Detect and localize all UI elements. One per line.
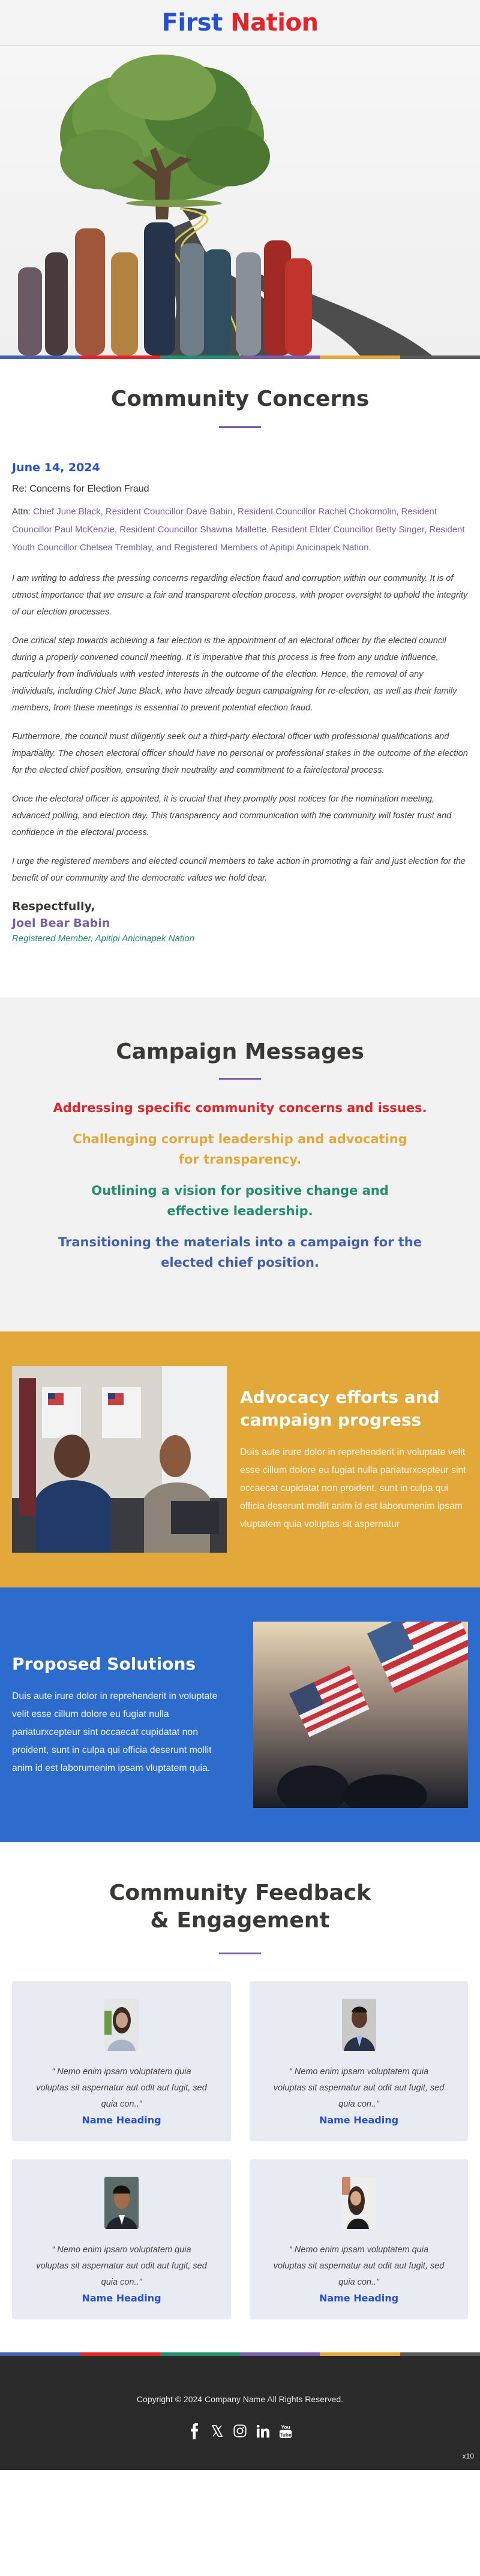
campaign-message: Outlining a vision for positive change and effective leadership. bbox=[91, 1183, 389, 1218]
advocacy-title: Advocacy efforts and campaign progress bbox=[240, 1387, 440, 1430]
youtube-icon[interactable] bbox=[279, 2422, 292, 2440]
campaign-message: Transitioning the materials into a campaign for the elected chief position. bbox=[58, 1235, 422, 1270]
facebook-icon[interactable] bbox=[188, 2422, 201, 2440]
title-underline bbox=[219, 1078, 261, 1080]
letter-body bbox=[12, 570, 468, 887]
community-concerns-section bbox=[0, 359, 480, 998]
signer-name: Joel Bear Babin bbox=[12, 917, 110, 930]
x-twitter-icon[interactable] bbox=[211, 2422, 224, 2440]
title-underline bbox=[219, 1953, 261, 1954]
testimonial-card bbox=[12, 2159, 231, 2319]
testimonial-quote: “ Nemo enim ipsam voluptatem quia voluptas sit aspernatur aut odit aut fugit, sed quia con..” bbox=[36, 2067, 207, 2109]
solutions-text bbox=[12, 1653, 232, 1777]
avatar bbox=[342, 1999, 376, 2051]
tree-road-fists-illustration bbox=[0, 46, 480, 355]
letter-paragraph: I am writing to address the pressing concerns regarding election fraud and corruption within our community. It is of utmost importance that we ensure a fair and transparent election process, with proper oversight to uphold the integrity of our election processes. bbox=[12, 574, 468, 617]
campaign-messages-section bbox=[0, 998, 480, 1331]
corner-label: x10 bbox=[462, 2452, 474, 2460]
tree-icon bbox=[60, 55, 270, 219]
testimonial-quote: “ Nemo enim ipsam voluptatem quia voluptas sit aspernatur aut odit aut fugit, sed quia con..” bbox=[273, 2067, 445, 2109]
avatar bbox=[342, 2177, 376, 2229]
testimonial-quote: “ Nemo enim ipsam voluptatem quia voluptas sit aspernatur aut odit aut fugit, sed quia con..” bbox=[36, 2245, 207, 2287]
section-title: Campaign Messages bbox=[116, 1040, 364, 1064]
section-title: Community Concerns bbox=[110, 387, 370, 411]
brand-first: First bbox=[161, 8, 223, 37]
letter-recipients bbox=[12, 503, 468, 557]
brand-nation: Nation bbox=[230, 8, 319, 37]
brand-logo[interactable] bbox=[162, 9, 319, 37]
svg-text:You: You bbox=[281, 2424, 290, 2430]
instagram-icon[interactable] bbox=[233, 2422, 247, 2440]
section-title: Community Feedback & Engagement bbox=[109, 1881, 371, 1933]
advocacy-text bbox=[240, 1386, 468, 1533]
title-underline bbox=[219, 426, 261, 428]
closing: Respectfully, bbox=[12, 900, 95, 913]
testimonial-grid bbox=[12, 1981, 468, 2319]
avatar bbox=[104, 1999, 139, 2051]
letter-subject: Re: Concerns for Election Fraud bbox=[12, 484, 149, 494]
testimonial-card bbox=[250, 1981, 468, 2141]
solutions-title: Proposed Solutions bbox=[12, 1653, 196, 1674]
attn-names: Chief June Black, Resident Councillor Dave Babin, Resident Councillor Rachel Chokomolin, Resident Councillor Paul McKenzie, Resident Councillor Shawna Mallette, Resident Elder Councillor Betty Singer, Resident Youth Councillor Chelsea Tremblay, and Registered Members of Apitipi Anicinapek Nation. bbox=[12, 507, 465, 553]
testimonial-name: Name Heading bbox=[319, 2292, 399, 2304]
crowd-flags-image bbox=[253, 1622, 468, 1808]
campaign-message: Challenging corrupt leadership and advocating for transparency. bbox=[73, 1132, 407, 1167]
letter-date: June 14, 2024 bbox=[12, 461, 100, 474]
attn-label: Attn: bbox=[12, 507, 31, 517]
campaign-messages-list bbox=[12, 1098, 468, 1273]
copyright-text: Copyright © 2024 Company Name All Rights Reserved. bbox=[136, 2394, 344, 2404]
svg-text:Tube: Tube bbox=[280, 2432, 292, 2438]
testimonial-name: Name Heading bbox=[82, 2292, 161, 2304]
testimonial-name: Name Heading bbox=[319, 2114, 399, 2126]
proposed-solutions-section bbox=[0, 1587, 480, 1842]
advocacy-section bbox=[0, 1331, 480, 1587]
letter-paragraph: I urge the registered members and elected council members to take action in promoting a fair and just election for the benefit of our community and the democratic values we hold dear. bbox=[12, 857, 466, 883]
letter-paragraph: Once the electoral officer is appointed, it is crucial that they promptly post notices for the nomination meeting, advanced polling, and election day. This transparency and communication with the community will foster trust and confidence in the electoral process. bbox=[12, 794, 452, 837]
letter-paragraph: One critical step towards achieving a fair election is the appointment of an electoral officer by the elected council during a properly convened council meeting. It is imperative that this process is free from any undue influence, particularly from individuals with vested interests in the outcome of the election. Hence, the removal of any individuals, including Chief June Black, who have already begun campaigning for re-election, as well as their family members, from these meetings is essential to prevent potential election fraud. bbox=[12, 636, 457, 713]
linkedin-icon[interactable] bbox=[256, 2422, 269, 2440]
social-links bbox=[0, 2422, 480, 2440]
site-footer bbox=[0, 2356, 480, 2470]
raised-fists bbox=[18, 222, 312, 355]
advocacy-body: Duis aute irure dolor in reprehenderit in voluptate velit esse cillum dolore eu fugiat nulla pariaturxcepteur sint occaecat cupidatat non proident, sunt in culpa qui officia deserunt mollit anim id est laborumenim ipsam vluptatem quia voluptas sit aspernatur bbox=[240, 1447, 466, 1529]
voting-station-image bbox=[12, 1366, 227, 1553]
letter-paragraph: Furthermore, the council must diligently seek out a third-party electoral officer with professional qualifications and impartiality. The chosen electoral officer should have no personal or professional stakes in the outcome of the election for the elected chief position, ensuring their neutrality and commitment to a fairelectoral process. bbox=[12, 732, 468, 775]
testimonial-card bbox=[250, 2159, 468, 2319]
avatar bbox=[104, 2177, 139, 2229]
hero-colorbar bbox=[0, 355, 480, 359]
campaign-message: Addressing specific community concerns and issues. bbox=[53, 1101, 427, 1115]
testimonial-card bbox=[12, 1981, 231, 2141]
solutions-body: Duis aute irure dolor in reprehenderit in voluptate velit esse cillum dolore eu fugiat nulla pariaturxcepteur sint occaecat cupidatat non proident, sunt in culpa qui officia deserunt mollit anim id est laborumenim ipsam vluptatem quia. bbox=[12, 1691, 218, 1773]
signer-role: Registered Member, Apitipi Anicinapek Nation bbox=[12, 933, 195, 944]
hero-image bbox=[0, 46, 480, 355]
site-header bbox=[0, 0, 480, 46]
testimonial-name: Name Heading bbox=[82, 2114, 161, 2126]
testimonial-quote: “ Nemo enim ipsam voluptatem quia voluptas sit aspernatur aut odit aut fugit, sed quia con..” bbox=[273, 2245, 445, 2287]
community-feedback-section bbox=[0, 1842, 480, 2352]
